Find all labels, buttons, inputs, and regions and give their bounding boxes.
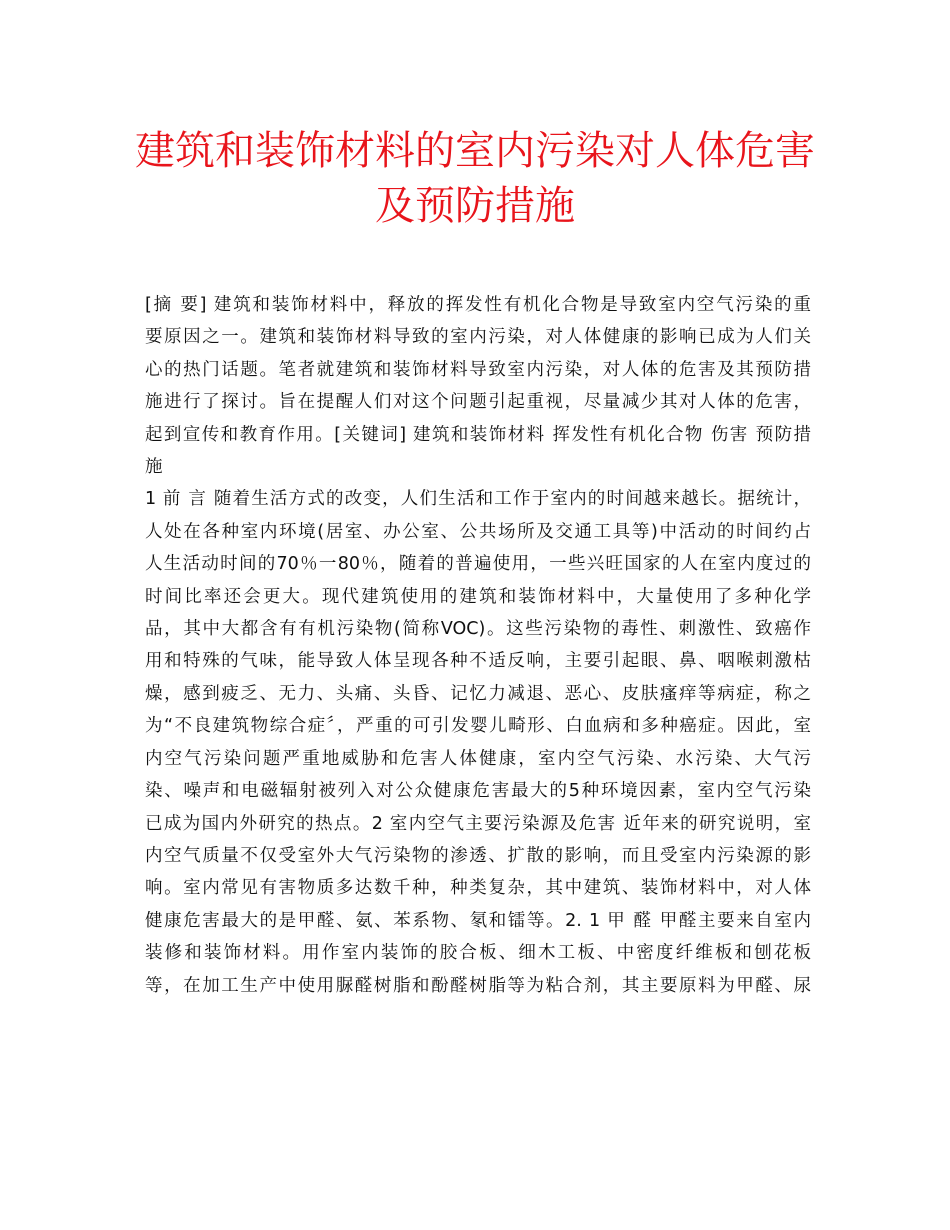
body-line: 装修和装饰材料。用作室内装饰的胶合板、细木工板、中密度纤维板和刨花板 [145, 943, 811, 964]
body-line: 用和特殊的气味，能导致人体呈现各种不适反响，主要引起眼、鼻、咽喉刺激枯 [145, 651, 811, 672]
body-line: 心的热门话题。笔者就建筑和装饰材料导致室内污染，对人体的危害及其预防措 [145, 359, 811, 380]
body-line: 健康危害最大的是甲醛、氨、苯系物、氡和镭等。2. 1 甲 醛 甲醛主要来自室内 [145, 910, 811, 931]
body-line: 燥，感到疲乏、无力、头痛、头昏、记忆力减退、恶心、皮肤瘙痒等病症，称之 [145, 683, 811, 704]
body-line: 响。室内常见有害物质多达数千种，种类复杂，其中建筑、装饰材料中，对人体 [145, 878, 811, 899]
body-line: 1 前 言 随着生活方式的改变，人们生活和工作于室内的时间越来越长。据统计， [145, 489, 811, 510]
body-line: 品，其中大都含有有机污染物(简称VOC)。这些污染物的毒性、刺激性、致癌作 [145, 619, 811, 640]
body-line: 施进行了探讨。旨在提醒人们对这个问题引起重视，尽量减少其对人体的危害， [145, 392, 811, 413]
body-line: 为“不良建筑物综合症〞，严重的可引发婴儿畸形、白血病和多种癌症。因此，室 [145, 716, 811, 737]
body-line: 已成为国内外研究的热点。2 室内空气主要污染源及危害 近年来的研究说明，室 [145, 813, 811, 834]
body-line: 等，在加工生产中使用脲醛树脂和酚醛树脂等为粘合剂，其主要原料为甲醛、尿 [145, 975, 811, 996]
body-line: 施 [145, 457, 163, 478]
body-text [145, 289, 811, 1002]
body-line: 内空气污染问题严重地威胁和危害人体健康，室内空气污染、水污染、大气污 [145, 748, 811, 769]
title-line-1: 建筑和装饰材料的室内污染对人体危害 [135, 128, 815, 174]
title-line-2: 及预防措施 [375, 183, 575, 229]
body-line: 要原因之一。建筑和装饰材料导致的室内污染，对人体健康的影响已成为人们关 [145, 327, 811, 348]
body-line: 内空气质量不仅受室外大气污染物的渗透、扩散的影响，而且受室内污染源的影 [145, 845, 811, 866]
body-line: [摘 要] 建筑和装饰材料中，释放的挥发性有机化合物是导致室内空气污染的重 [145, 295, 811, 315]
body-line: 人生活动时间的70％一80％，随着的普遍使用，一些兴旺国家的人在室内度过的 [145, 554, 811, 575]
body-line: 时间比率还会更大。现代建筑使用的建筑和装饰材料中，大量使用了多种化学 [145, 586, 811, 607]
body-line: 起到宣传和教育作用。[关键词] 建筑和装饰材料 挥发性有机化合物 伤害 预防措 [145, 424, 811, 445]
body-line: 人处在各种室内环境(居室、办公室、公共场所及交通工具等)中活动的时间约占 [145, 521, 811, 542]
document-title [100, 124, 850, 234]
body-line: 染、噪声和电磁辐射被列入对公众健康危害最大的5种环境因素，室内空气污染 [145, 781, 811, 802]
